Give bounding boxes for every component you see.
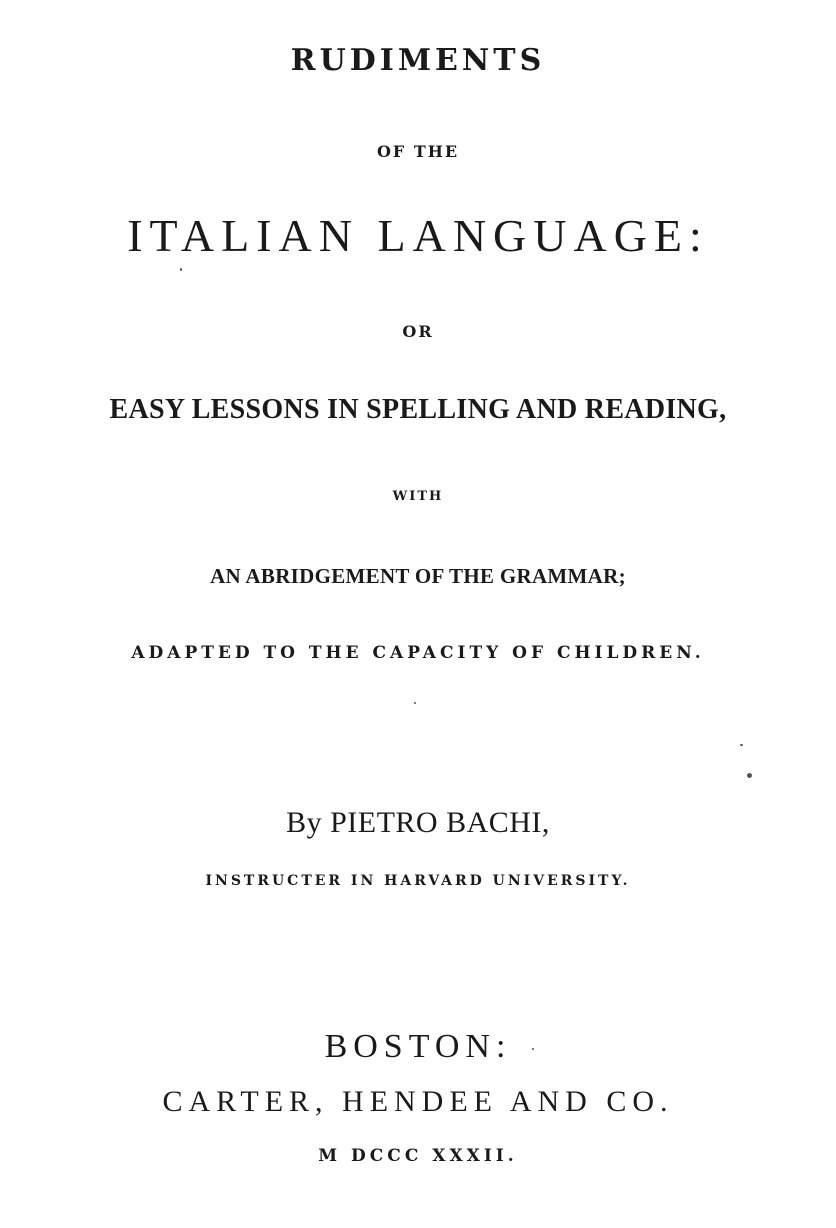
- subtitle-with: WITH: [392, 489, 444, 504]
- scan-speck: [740, 744, 743, 746]
- subtitle-adapted: ADAPTED TO THE CAPACITY OF CHILDREN.: [131, 643, 705, 663]
- scan-speck: [747, 773, 752, 778]
- subtitle-abridgement: AN ABRIDGEMENT OF THE GRAMMAR;: [210, 564, 626, 588]
- imprint-date: M DCCC XXXII.: [318, 1146, 518, 1166]
- title-of-the: OF THE: [376, 142, 460, 161]
- title-or: OR: [402, 322, 434, 341]
- imprint-place: BOSTON:: [324, 1028, 512, 1065]
- author-prefix: By: [286, 806, 323, 839]
- title-rudiments: RUDIMENTS: [290, 43, 546, 78]
- author-title: INSTRUCTER IN HARVARD UNIVERSITY.: [205, 873, 631, 889]
- scan-speck: [414, 702, 416, 704]
- author-name: PIETRO BACHI,: [330, 806, 550, 839]
- scan-speck: [532, 1048, 534, 1050]
- title-italian-language: ITALIAN LANGUAGE:: [127, 210, 709, 261]
- subtitle-easy-lessons: EASY LESSONS IN SPELLING AND READING,: [109, 394, 727, 425]
- imprint-publisher: CARTER, HENDEE AND CO.: [162, 1085, 674, 1118]
- scan-speck: [180, 268, 182, 271]
- author-line: [0, 808, 836, 838]
